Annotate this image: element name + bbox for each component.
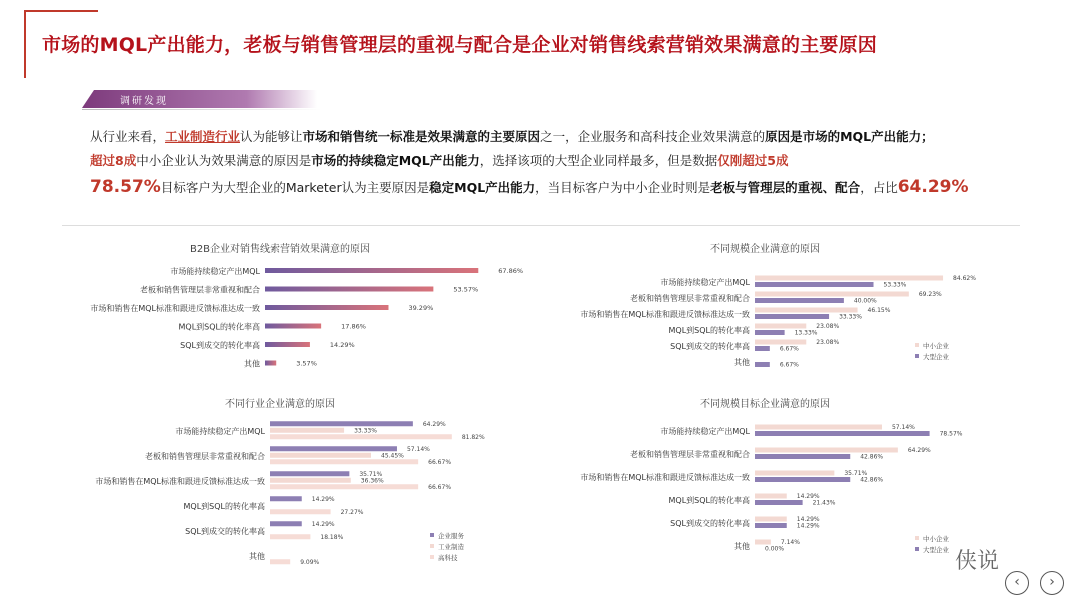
data-label: 42.86%	[860, 476, 884, 484]
data-label: 57.14%	[406, 445, 430, 453]
bar	[270, 421, 413, 426]
category-label: 其他	[244, 359, 260, 369]
bar	[755, 276, 943, 281]
category-label: 市场能持续稳定产出MQL	[170, 267, 260, 276]
category-label: MQL到SQL的转化率高	[183, 502, 265, 511]
data-label: 46.15%	[867, 307, 891, 314]
chart-title: 不同规模目标企业满意的原因	[700, 399, 830, 410]
bar	[755, 523, 787, 528]
category-label: 市场能持续稳定产出MQL	[660, 278, 750, 287]
legend-label: 大型企业	[923, 546, 949, 554]
tag-band	[82, 90, 317, 108]
bar	[755, 517, 787, 522]
bar	[270, 459, 418, 464]
data-label: 9.09%	[300, 558, 320, 566]
bar	[755, 431, 930, 436]
legend-swatch	[915, 354, 919, 358]
highlight: 原因是市场的MQL产出能力；	[765, 129, 934, 144]
data-label: 33.33%	[354, 427, 377, 435]
text: ，占比	[860, 180, 898, 195]
bar	[270, 478, 351, 483]
category-label: MQL到SQL的转化率高	[668, 326, 750, 335]
text: 目标客户为大型企业的Marketer认为主要原因是	[160, 180, 430, 195]
text: 认为能够让	[240, 129, 303, 144]
category-label: 老板和销售管理层非常重视和配合	[145, 452, 265, 461]
data-label: 39.29%	[408, 304, 434, 312]
data-label: 57.14%	[891, 424, 915, 431]
text: ，当目标客户为中小企业时则是	[535, 180, 711, 195]
data-label: 67.86%	[498, 267, 524, 275]
chart-title: 不同行业企业满意的原因	[225, 399, 335, 410]
legend-swatch	[915, 343, 919, 347]
data-label: 66.67%	[428, 483, 452, 491]
bar	[270, 534, 310, 539]
bar	[755, 454, 850, 459]
legend-swatch	[915, 547, 919, 551]
bar	[270, 484, 418, 489]
prev-button[interactable]: ‹	[1005, 571, 1029, 595]
bar	[755, 308, 858, 313]
data-label: 23.08%	[816, 323, 840, 330]
chart-by-industry	[60, 393, 540, 573]
bar	[265, 287, 433, 292]
highlight-number: 64.29%	[897, 177, 969, 197]
bar	[755, 362, 770, 367]
bar	[270, 521, 302, 526]
chart-by-size	[545, 238, 1025, 383]
chart-title: 不同规模企业满意的原因	[710, 244, 820, 255]
data-label: 33.33%	[839, 313, 862, 321]
data-label: 35.71%	[844, 470, 868, 477]
bar	[755, 292, 909, 297]
legend-label: 中小企业	[923, 535, 949, 543]
legend-label: 企业服务	[438, 532, 464, 540]
legend-label: 高科技	[438, 554, 458, 562]
data-label: 14.29%	[796, 522, 820, 530]
bar	[755, 346, 770, 351]
data-label: 78.57%	[939, 430, 963, 438]
legend-swatch	[430, 533, 434, 537]
text: ，选择该项的大型企业同样最多，但是数据	[479, 153, 718, 168]
data-label: 3.57%	[296, 359, 317, 368]
bar	[270, 509, 331, 514]
bar	[270, 446, 397, 451]
text: 从行业来看，	[90, 129, 166, 144]
bar	[265, 324, 321, 329]
category-label: SQL到成交的转化率高	[185, 527, 265, 536]
category-label: SQL到成交的转化率高	[180, 341, 260, 350]
text: 之一，企业服务和高科技企业效果满意的	[540, 129, 766, 144]
data-label: 40.00%	[853, 297, 877, 305]
bar	[755, 314, 829, 319]
legend-label: 中小企业	[923, 342, 949, 350]
section-tag: 调研发现	[120, 96, 168, 107]
chart-title: B2B企业对销售线索营销效果满意的原因	[189, 244, 371, 255]
data-label: 18.18%	[320, 533, 344, 541]
legend-swatch	[915, 536, 919, 540]
highlight: 老板与管理层的重视、配合	[710, 180, 861, 195]
highlight-number: 78.57%	[90, 177, 161, 197]
data-label: 6.67%	[779, 345, 799, 353]
finding-paragraph-3	[90, 177, 969, 197]
data-label: 17.86%	[341, 322, 366, 331]
data-label: 14.29%	[311, 520, 335, 528]
bar	[755, 298, 844, 303]
chart-overall	[60, 238, 540, 383]
category-label: 市场和销售在MQL标准和跟进反馈标准达成一致	[95, 477, 265, 486]
data-label: 66.67%	[428, 458, 452, 466]
highlight: 工业制造行业	[165, 129, 241, 144]
category-label: 其他	[249, 552, 265, 561]
data-label: 21.43%	[812, 499, 836, 507]
divider	[62, 225, 1020, 226]
data-label: 14.29%	[311, 495, 335, 503]
data-label: 14.29%	[329, 341, 355, 349]
category-label: 老板和销售管理层非常重视和配合	[630, 294, 750, 303]
bar	[755, 324, 806, 329]
data-label: 0.00%	[765, 545, 785, 553]
category-label: 市场和销售在MQL标准和跟进反馈标准达成一致	[580, 473, 750, 482]
page-title: 市场的MQL产出能力，老板与销售管理层的重视与配合是企业对销售线索营销效果满意的主要原因	[42, 34, 877, 56]
legend-swatch	[430, 544, 434, 548]
data-label: 45.45%	[381, 452, 404, 460]
text: 中小企业认为效果满意的原因是	[136, 153, 312, 168]
bar	[755, 500, 803, 505]
category-label: 市场和销售在MQL标准和跟进反馈标准达成一致	[90, 304, 260, 313]
bar	[755, 477, 850, 482]
category-label: SQL到成交的转化率高	[670, 519, 750, 528]
data-label: 7.14%	[780, 539, 800, 546]
data-label: 64.29%	[422, 420, 446, 428]
highlight: 稳定MQL产出能力	[429, 180, 536, 195]
data-label: 64.29%	[907, 447, 931, 454]
bar	[755, 494, 787, 499]
category-label: 其他	[734, 542, 750, 551]
category-label: 老板和销售管理层非常重视和配合	[630, 450, 750, 459]
finding-paragraph-2	[90, 151, 788, 169]
bar	[270, 559, 290, 564]
bar	[265, 342, 310, 347]
watermark-text: 侠说	[955, 549, 1000, 574]
data-label: 6.67%	[779, 361, 799, 369]
category-label: 其他	[734, 358, 750, 367]
bar	[270, 471, 349, 476]
data-label: 81.82%	[461, 433, 485, 441]
bar	[265, 361, 276, 366]
highlight: 仅刚超过5成	[717, 153, 789, 168]
data-label: 14.29%	[796, 516, 820, 523]
category-label: 老板和销售管理层非常重视和配合	[140, 285, 260, 295]
bar	[270, 434, 452, 439]
bar	[265, 268, 478, 273]
bar	[755, 425, 882, 430]
bar	[755, 340, 806, 345]
legend-label: 大型企业	[923, 353, 949, 361]
data-label: 53.33%	[883, 281, 907, 289]
highlight: 超过8成	[90, 153, 137, 168]
data-label: 84.62%	[953, 275, 976, 282]
data-label: 27.27%	[340, 508, 364, 516]
data-label: 36.36%	[360, 477, 384, 485]
bar	[755, 330, 785, 335]
bar	[755, 540, 771, 545]
category-label: MQL到SQL的转化率高	[178, 322, 260, 332]
legend-swatch	[430, 555, 434, 559]
chart-by-target-size	[545, 393, 1025, 573]
category-label: 市场和销售在MQL标准和跟进反馈标准达成一致	[580, 310, 750, 319]
data-label: 13.33%	[794, 329, 818, 337]
category-label: MQL到SQL的转化率高	[668, 496, 750, 505]
data-label: 53.57%	[453, 285, 479, 294]
bar	[755, 448, 898, 453]
data-label: 35.71%	[359, 470, 383, 478]
bar	[755, 471, 834, 476]
tag-underline	[82, 109, 322, 110]
next-button[interactable]: ›	[1040, 571, 1064, 595]
highlight: 市场和销售统一标准是效果满意的主要原因	[302, 129, 541, 144]
bar	[265, 305, 388, 310]
bar	[755, 282, 874, 287]
legend-label: 工业制造	[438, 543, 464, 551]
finding-paragraph-1	[90, 127, 934, 145]
category-label: 市场能持续稳定产出MQL	[175, 427, 265, 436]
bar	[270, 428, 344, 433]
data-label: 69.23%	[918, 291, 942, 298]
data-label: 42.86%	[860, 453, 884, 461]
category-label: 市场能持续稳定产出MQL	[660, 427, 750, 436]
data-label: 23.08%	[816, 339, 840, 346]
bar	[270, 453, 371, 458]
highlight: 市场的持续稳定MQL产出能力	[311, 153, 480, 168]
bar	[270, 496, 302, 501]
category-label: SQL到成交的转化率高	[670, 342, 750, 351]
data-label: 14.29%	[796, 493, 820, 500]
